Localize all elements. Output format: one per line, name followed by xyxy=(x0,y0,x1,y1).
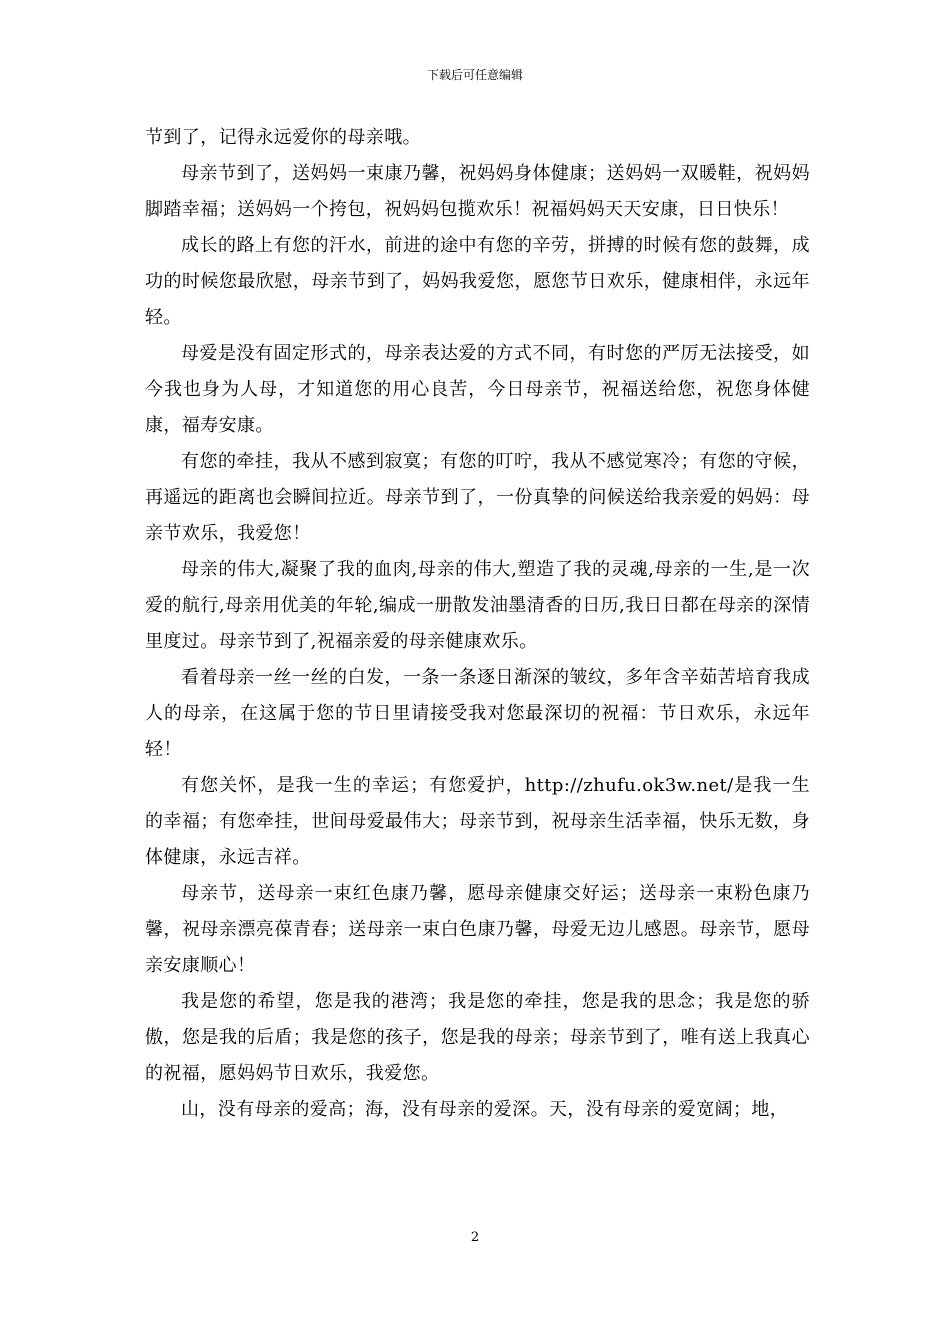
paragraph: 成长的路上有您的汗水，前进的途中有您的辛劳，拼搏的时候有您的鼓舞，成功的时候您最欣慰，母亲节到了，妈妈我爱您，愿您节日欢乐，健康相伴，永远年轻。 xyxy=(145,235,810,328)
paragraph: 有您的牵挂，我从不感到寂寞；有您的叮咛，我从不感觉寒冷；有您的守候，再遥远的距离也会瞬间拉近。母亲节到了，一份真挚的问候送给我亲爱的妈妈：母亲节欢乐，我爱您！ xyxy=(145,451,810,544)
paragraph: 节到了，记得永远爱你的母亲哦。 xyxy=(145,127,421,148)
paragraph: 看着母亲一丝一丝的白发，一条一条逐日渐深的皱纹，多年含辛茹苦培育我成人的母亲，在这属于您的节日里请接受我对您最深切的祝福：节日欢乐，永远年轻！ xyxy=(145,667,810,760)
page-number: 2 xyxy=(470,1230,480,1245)
paragraph: 山，没有母亲的爱高；海，没有母亲的爱深。天，没有母亲的爱宽阔；地， xyxy=(181,1099,789,1120)
page-header: 下载后可任意编辑 xyxy=(426,68,523,82)
paragraph: 母亲节到了，送妈妈一束康乃馨，祝妈妈身体健康；送妈妈一双暖鞋，祝妈妈脚踏幸福；送妈妈一个挎包，祝妈妈包揽欢乐！祝福妈妈天天安康，日日快乐！ xyxy=(145,163,810,220)
paragraph: 母爱是没有固定形式的，母亲表达爱的方式不同，有时您的严厉无法接受，如今我也身为人母，才知道您的用心良苦，今日母亲节，祝福送给您，祝您身体健康，福寿安康。 xyxy=(145,343,810,436)
paragraph: 母亲的伟大,凝聚了我的血肉,母亲的伟大,塑造了我的灵魂,母亲的一生,是一次爱的航行,母亲用优美的年轮,编成一册散发油墨清香的日历,我日日都在母亲的深情里度过。母亲节到了,祝福亲爱的母亲健康欢乐。 xyxy=(145,559,810,652)
document-body xyxy=(145,120,810,1128)
paragraph: 有您关怀，是我一生的幸运；有您爱护，http://zhufu.ok3w.net/是我一生的幸福；有您牵挂，世间母爱最伟大；母亲节到，祝母亲生活幸福，快乐无数，身体健康，永远吉祥。 xyxy=(145,775,810,868)
paragraph: 母亲节，送母亲一束红色康乃馨，愿母亲健康交好运；送母亲一束粉色康乃馨，祝母亲漂亮葆青春；送母亲一束白色康乃馨，母爱无边儿感恩。母亲节，愿母亲安康顺心！ xyxy=(145,883,810,976)
paragraph: 我是您的希望，您是我的港湾；我是您的牵挂，您是我的思念；我是您的骄傲，您是我的后盾；我是您的孩子，您是我的母亲；母亲节到了，唯有送上我真心的祝福，愿妈妈节日欢乐，我爱您。 xyxy=(145,991,810,1084)
